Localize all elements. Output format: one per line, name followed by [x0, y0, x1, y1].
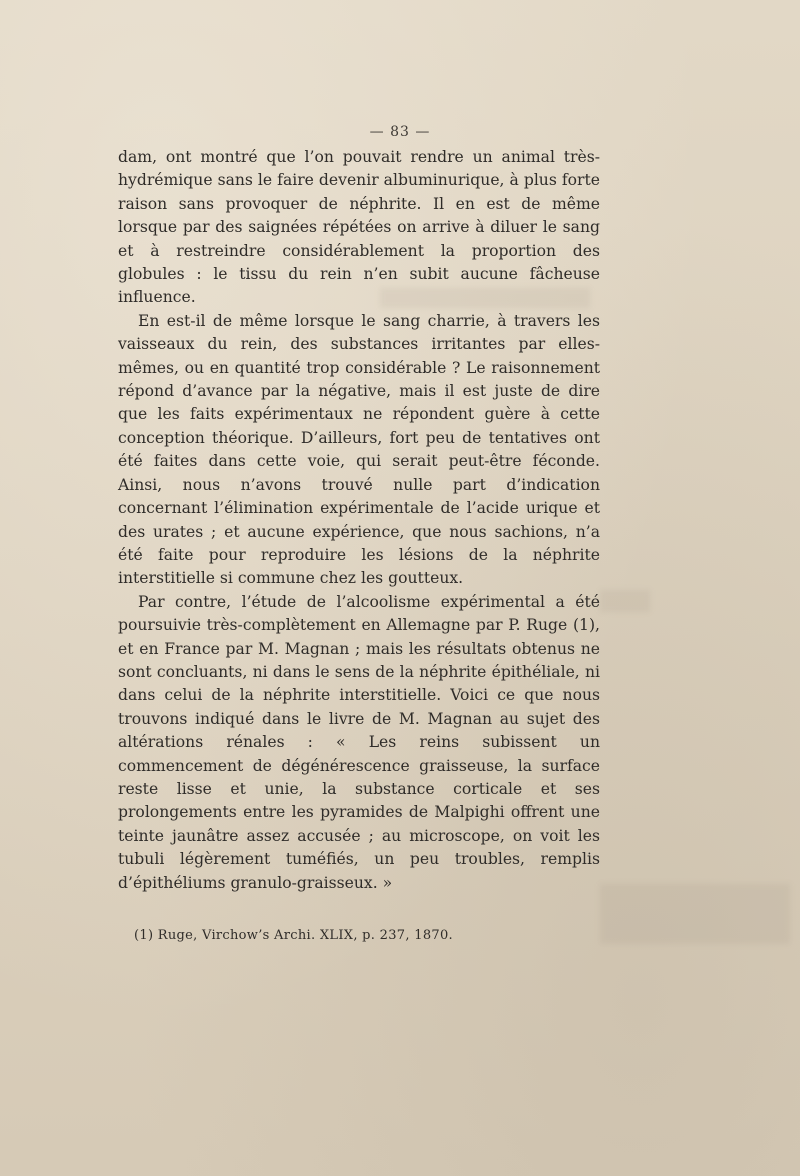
paragraph-1: dam, ont montré que l’on pouvait rendre un animal très-hydrémique sans le faire devenir albuminurique, à plus forte raison sans provoquer de néphrite. Il en est de même lorsque par des saignées répétées on arrive à diluer le sang et à restreindre considérablement la proportion des globules : le tissu du rein n’en subit aucune fâcheuse influence.	[118, 148, 600, 307]
show-through-stain	[600, 884, 790, 944]
paragraph-2: En est-il de même lorsque le sang charrie, à travers les vaisseaux du rein, des substances irritantes par elles-mêmes, ou en quantité trop considérable ? Le raisonnement répond d’avance par la négative, mais il est juste de dire que les faits expérimentaux ne répondent guère à cette conception théorique. D’ailleurs, fort peu de tentatives ont été faites dans cette voie, qui serait peut-être féconde. Ainsi, nous n’avons trouvé nulle part d’indication concernant l’élimination expérimentale de l’acide urique et des urates ; et aucune expérience, que nous sachions, n’a été faite pour reproduire les lésions de la néphrite interstitielle si commune chez les goutteux.	[118, 311, 600, 588]
body-text	[118, 146, 600, 895]
page-number: — 83 —	[369, 124, 431, 140]
paragraph-3: Par contre, l’étude de l’alcoolisme expérimental a été poursuivie très-complètement en Allemagne par P. Ruge (1), et en France par M. Magnan ; mais les résultats obtenus ne sont concluants, ni dans le sens de la néphrite épithéliale, ni dans celui de la néphrite interstitielle. Voici ce que nous trouvons indiqué dans le livre de M. Magnan au sujet des altérations rénales : « Les reins subissent un commencement de dégénérescence graisseuse, la surface reste lisse et unie, la substance corticale et ses prolongements entre les pyramides de Malpighi offrent une teinte jaunâtre assez accusée ; au microscope, on voit les tubuli légèrement tuméfiés, un peu troubles, remplis d’épithéliums granulo-graisseux. »	[118, 592, 600, 892]
show-through-stain	[600, 590, 650, 612]
footnote: (1) Ruge, Virchow’s Archi. XLIX, p. 237, 1870.	[134, 928, 453, 943]
